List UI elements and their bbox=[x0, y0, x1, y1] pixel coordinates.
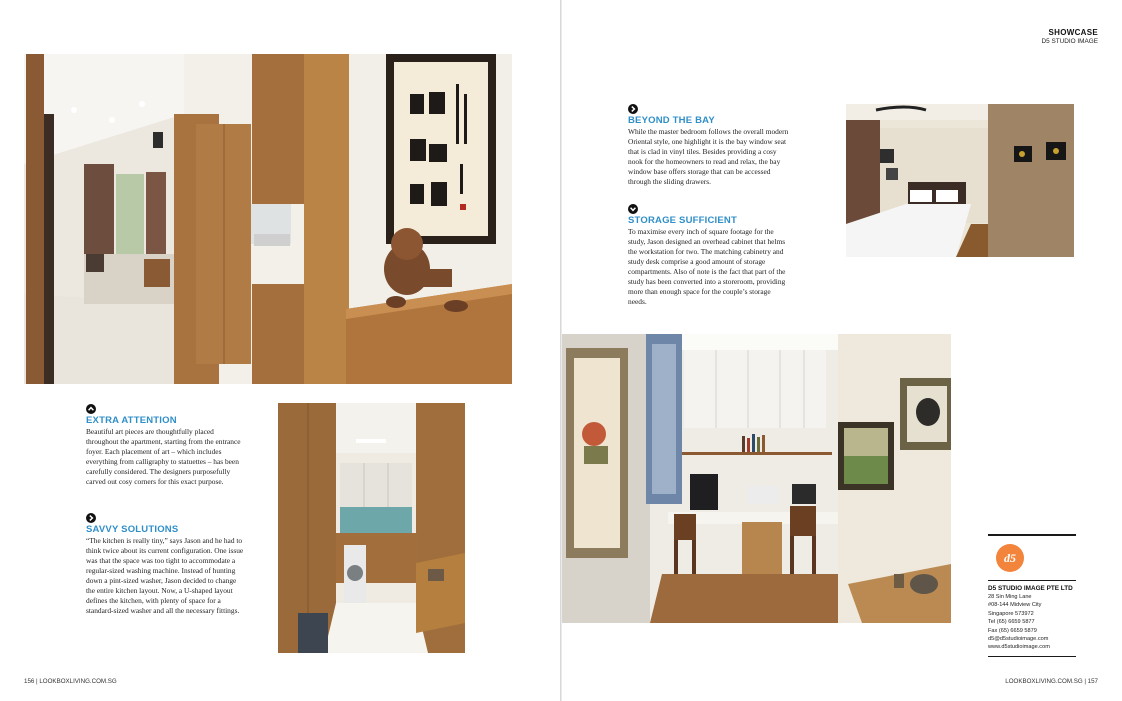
fax-line: Fax (65) 6659 5879 bbox=[988, 627, 1037, 634]
chevron-right-circle-icon bbox=[86, 513, 96, 523]
address-line: #08-144 Midview City bbox=[988, 602, 1042, 609]
section-heading: SAVVY SOLUTIONS bbox=[86, 524, 179, 535]
company-name: D5 STUDIO IMAGE PTE LTD bbox=[988, 580, 1076, 592]
page-folio-right: LOOKBOXLIVING.COM.SG | 157 bbox=[1005, 678, 1098, 685]
section-body: Beautiful art pieces are thoughtfully placed throughout the apartment, starting from the entrance foyer. Each placement of art – which includes everything from calligraphy to statuettes – has been carefully considered. The designers purposefully carved out cosy corners for this exact purpose. bbox=[86, 427, 241, 486]
section-savvy-solutions bbox=[86, 513, 246, 616]
address-line: Singapore 573972 bbox=[988, 610, 1034, 617]
studio-name: D5 STUDIO IMAGE bbox=[1041, 38, 1098, 45]
phone-line: Tel (65) 6659 5877 bbox=[988, 619, 1035, 626]
section-extra-attention bbox=[86, 404, 246, 487]
section-heading: STORAGE SUFFICIENT bbox=[628, 215, 737, 226]
photo-kitchen bbox=[278, 403, 465, 653]
showcase-kicker: SHOWCASE bbox=[1048, 28, 1098, 37]
section-heading: BEYOND THE BAY bbox=[628, 115, 715, 126]
section-heading: EXTRA ATTENTION bbox=[86, 415, 177, 426]
section-beyond-the-bay bbox=[628, 104, 790, 187]
page-folio-left: 156 | LOOKBOXLIVING.COM.SG bbox=[24, 678, 117, 685]
photo-bedroom bbox=[846, 104, 1074, 257]
contact-block bbox=[988, 534, 1076, 657]
section-body: “The kitchen is really tiny,” says Jason and he had to think twice about its current configuration. One issue was that the space was too tight to accommodate a regular-sized washing machine. Instead of hunting down a pint-sized washer, Jason decided to change the entire kitchen layout. Now, a U-shaped layout defines the kitchen, with plenty of space for a standard-sized washer and all the necessary fittings. bbox=[86, 536, 244, 615]
divider bbox=[988, 534, 1076, 536]
photo-foyer bbox=[24, 54, 512, 384]
address-line: 28 Sin Ming Lane bbox=[988, 594, 1032, 600]
website-line: www.d5studioimage.com bbox=[988, 644, 1050, 651]
section-body: To maximise every inch of square footage for the study, Jason designed an overhead cabinet that helms the workstation for two. The matching cabinetry and study desk comprise a good amount of storage compartments. Also of note is the fact that part of the study has been converted into a storeroom, providing more than enough space for the couple’s storage needs. bbox=[628, 227, 786, 306]
chevron-down-circle-icon bbox=[628, 204, 638, 214]
divider bbox=[988, 656, 1076, 657]
photo-study bbox=[562, 334, 951, 623]
logo-text: d5 bbox=[1004, 551, 1016, 565]
studio-logo-icon bbox=[994, 542, 1026, 574]
chevron-up-circle-icon bbox=[86, 404, 96, 414]
email-line: d5@d5studioimage.com bbox=[988, 636, 1049, 643]
section-body: While the master bedroom follows the overall modern Oriental style, one highlight it is the bay window seat that is clad in vinyl tiles. Besides providing a cosy nook for the homeowners to read and relax, the bay window base offers storage that can be accessed through the sliding drawers. bbox=[628, 127, 789, 186]
section-storage-sufficient bbox=[628, 204, 790, 307]
chevron-right-circle-icon bbox=[628, 104, 638, 114]
section-header bbox=[1042, 28, 1098, 45]
